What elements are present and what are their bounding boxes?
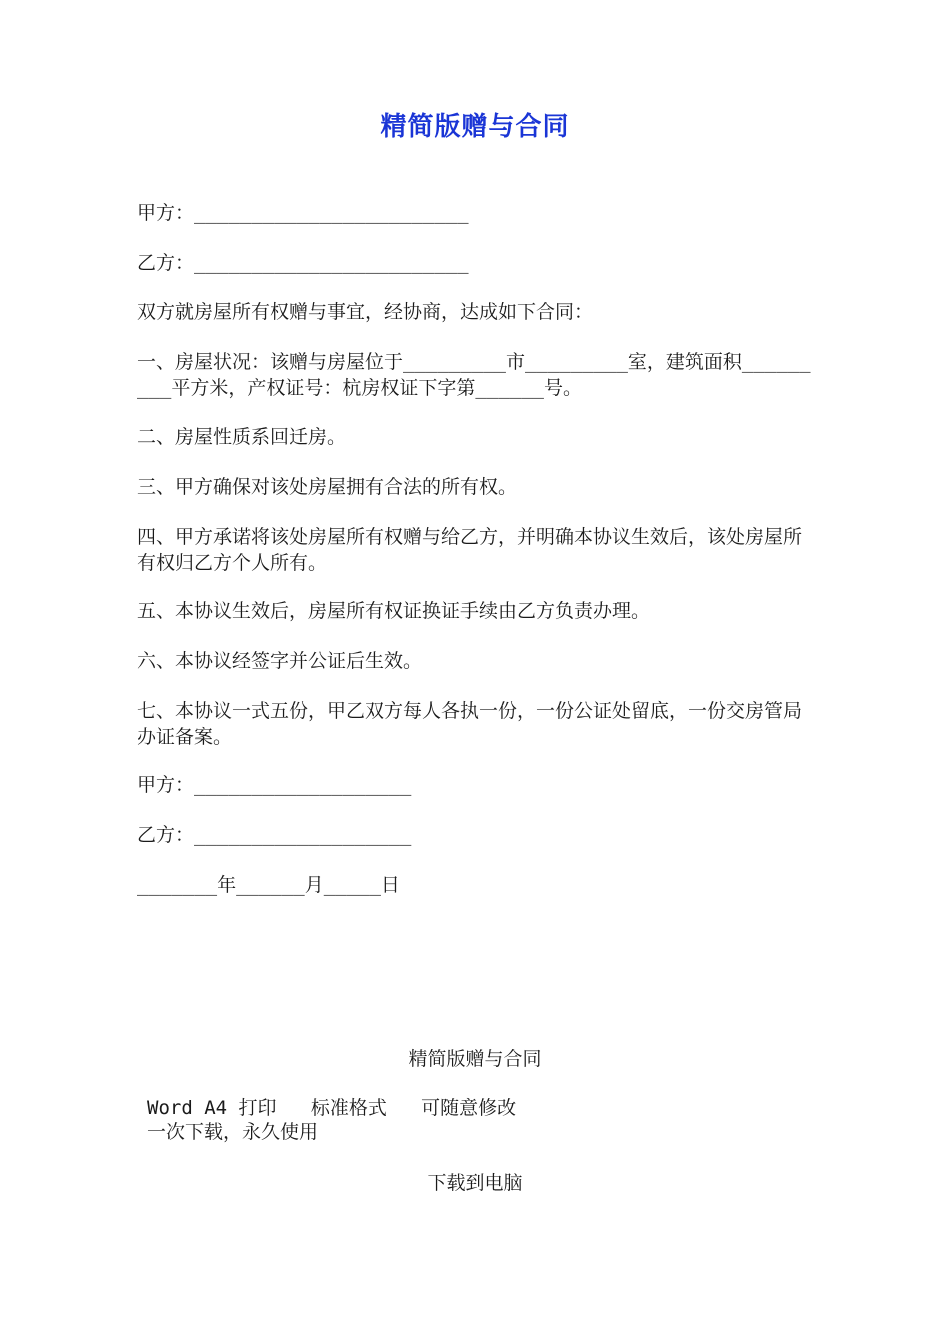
document-title: 精简版赠与合同: [380, 112, 570, 142]
clause-7: 七、本协议一式五份，甲乙双方每人各执一份，一份公证处留底，一份交房管局办证备案。: [137, 700, 803, 748]
clause-2: 二、房屋性质系回迁房。: [137, 426, 347, 448]
footer-title: 精简版赠与合同: [408, 1048, 542, 1070]
clause-6: 六、本协议经签字并公证后生效。: [137, 650, 423, 672]
date-line: _______年______月_____日: [137, 874, 400, 896]
clause-3: 三、甲方确保对该处房屋拥有合法的所有权。: [137, 476, 518, 498]
signature-party-a: 甲方：___________________: [137, 774, 412, 796]
clause-4: 四、甲方承诺将该处房屋所有权赠与给乙方，并明确本协议生效后，该处房屋所有权归乙方个人所有。: [137, 526, 803, 574]
download-link[interactable]: 下载到电脑: [427, 1172, 523, 1194]
clause-5: 五、本协议生效后，房屋所有权证换证手续由乙方负责办理。: [137, 600, 651, 622]
intro-paragraph: 双方就房屋所有权赠与事宜，经协商，达成如下合同：: [137, 301, 594, 323]
signature-party-b: 乙方：___________________: [137, 824, 412, 846]
clause-1: 一、房屋状况：该赠与房屋位于_________市_________室，建筑面积_________平方米，产权证号：杭房权证下字第______号。: [137, 351, 811, 399]
party-a-line: 甲方：________________________: [137, 202, 469, 224]
footer-features: Word A4 打印 标准格式 可随意修改: [147, 1097, 517, 1119]
footer-usage: 一次下载，永久使用: [147, 1121, 319, 1143]
party-b-line: 乙方：________________________: [137, 252, 469, 274]
